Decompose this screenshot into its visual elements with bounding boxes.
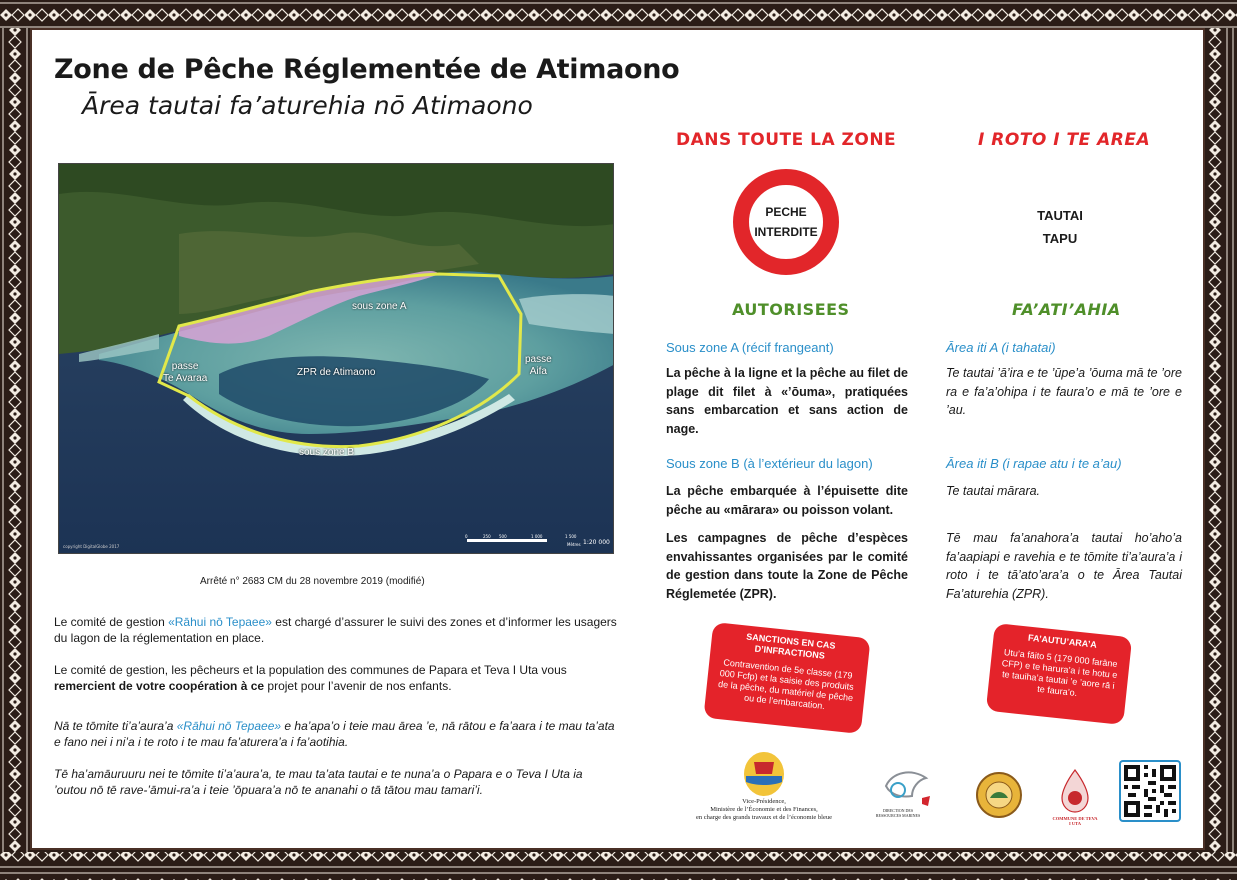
- p2-text-a: Le comité de gestion, les pêcheurs et la population des communes de Papara et Teva I Uta vous: [54, 663, 567, 677]
- sanctions-badge-ta: [986, 623, 1132, 725]
- heading-autorisees: AUTORISEES: [732, 300, 850, 319]
- drm-logo: [878, 766, 936, 812]
- qr-code-image: [1124, 765, 1176, 817]
- heading-roto-area: I ROTO I TE AREA: [978, 130, 1151, 150]
- scale-tick-250: 250: [483, 534, 491, 539]
- sign-line-2: INTERDITE: [754, 225, 818, 239]
- text-campagnes: Les campagnes de pêche d’espèces envahissantes organisées par le comité de gestion dans toute la Zone de Pêche Réglemetée (ZPR).: [666, 531, 908, 601]
- map-copyright: copyright DigitalGlobe 2017: [63, 544, 120, 549]
- ministry-caption: [684, 798, 844, 822]
- subhead-sous-zone-b: Sous zone B (à l’extérieur du lagon): [666, 456, 873, 471]
- scale-tick-0: 0: [465, 534, 468, 539]
- map-label-zpr: ZPR de Atimaono: [297, 367, 376, 378]
- papara-logo: [976, 772, 1022, 822]
- no-fishing-sign: [733, 169, 839, 275]
- scale-bar: [467, 539, 547, 542]
- sanctions-title-fr: SANCTIONS EN CAS D’INFRACTIONS: [745, 631, 836, 661]
- sign-text: [749, 185, 823, 259]
- teva-i-uta-logo: [1058, 768, 1092, 818]
- paragraph-haamauruuru: Tē ha’amāuruuru nei te tōmite ti’a’aura’a, te mau ta’ata tautai e te nuna’a o Papara e o Teva I Uta ia ’outou nō tē rave-’āmui-ra’a i teie ’ōpuara’a nō te ananahi o tā tātou mau tamari’i.: [54, 767, 583, 797]
- heading-toute-zone: DANS TOUTE LA ZONE: [676, 130, 897, 150]
- tautai-tapu: [1010, 204, 1110, 250]
- subhead-area-iti-a: Ārea iti A (i tahatai): [946, 340, 1056, 355]
- page-title: Zone de Pêche Réglementée de Atimaono: [54, 54, 680, 85]
- scale-tick-500: 500: [499, 534, 507, 539]
- p2-text-b: projet pour l’avenir de nos enfants.: [264, 679, 452, 693]
- p1-text-b: est chargé d’assurer le suivi des zones et d’informer les usagers du lagon de la réglementation en place.: [54, 615, 617, 645]
- tapu-line-1: TAUTAI: [1037, 208, 1083, 223]
- sign-line-1: PECHE: [765, 205, 807, 219]
- sanctions-badge-fr: [703, 622, 870, 734]
- text-area-iti-b: Te tautai mārara.: [946, 484, 1041, 498]
- page-subtitle: Ārea tautai fa’aturehia nō Atimaono: [82, 91, 533, 120]
- p1-text-a: Le comité de gestion: [54, 615, 169, 629]
- p3-text-a: Nā te tōmite ti’a’aura’a: [54, 719, 177, 733]
- scale-unit: Mètres: [567, 542, 581, 547]
- scale-tick-1500: 1 500: [565, 534, 577, 539]
- arrete-reference: Arrêté n° 2683 CM du 28 novembre 2019 (modifié): [200, 576, 425, 587]
- polynesie-emblem-logo: [742, 752, 786, 802]
- paragraph-comite: [54, 614, 618, 646]
- map-label-sous-zone-b: sous zone B: [299, 447, 355, 458]
- sanctions-title-ta: FA’AUTU’ARA’A: [1027, 632, 1098, 650]
- qr-code[interactable]: [1119, 760, 1181, 822]
- ministry-line-2: Ministère de l’Économie et des Finances,: [710, 806, 818, 813]
- ministry-line-1: Vice-Présidence,: [742, 798, 786, 805]
- map-label-passe-aifa: passe Aifa: [525, 354, 552, 377]
- p1-rahui-name: «Rāhui nō Tepaee»: [168, 615, 272, 629]
- text-fa-anahoraa: Tē mau fa’anahora’a tautai ho’aho’a fa’aapiapi e ravehia e te tōmite ti’a’aura’a i roto i te tā’ato’ara’a o te Ārea Tautai Fa’aturehia (ZPR).: [946, 531, 1182, 601]
- subhead-area-iti-b: Ārea iti B (i rapae atu i te a’au): [946, 456, 1122, 471]
- satellite-map: [58, 163, 614, 554]
- map-label-passe-avaraa: passe Te Avaraa: [163, 361, 208, 384]
- p3-rahui-name: «Rāhui nō Tepaee»: [176, 719, 282, 733]
- drm-caption: DIRECTION DES RESSOURCES MARINES: [875, 808, 921, 818]
- sanctions-body-ta: Utu’a fāito 5 (179 000 farāne CFP) e te harura’a i te hotu e te tauiha’a tautai ’e ’aore rā i te faura’o.: [1001, 647, 1118, 698]
- p3-text-b: e ha’apa’o i teie mau ārea ’e, nā rātou e fa’aara i te mau ta’ata e fano nei i ni’a i te roto i te mau fa’aturera’a i fa’aotihia.: [54, 719, 615, 749]
- heading-fatiahia: FA’ATI’AHIA: [1012, 300, 1121, 319]
- map-label-sous-zone-a: sous zone A: [352, 301, 407, 312]
- ministry-line-3: en charge des grands travaux et de l’économie bleue: [696, 814, 832, 821]
- sanctions-body-fr: Contravention de 5e classe (179 000 Fcfp) et la saisie des produits de la pêche, du matériel de pêche ou de l’embarcation.: [717, 657, 855, 712]
- subhead-sous-zone-a: Sous zone A (récif frangeant): [666, 340, 834, 355]
- scale-tick-1000: 1 000: [531, 534, 543, 539]
- text-area-iti-a: Te tautai ’ā’ira e te ’ūpe’a ’ōuma mā te ’ore ra e fa’a’ohipa i te faura’o e mā te ’ore e ’au.: [946, 366, 1182, 417]
- tapu-line-2: TAPU: [1042, 231, 1078, 246]
- text-sous-zone-a: La pêche à la ligne et la pêche au filet de plage dit filet à «’ōuma», pratiquées sans embarcation et sans action de nage.: [666, 366, 908, 436]
- teva-caption: COMMUNE DE TEVA I UTA: [1052, 816, 1098, 826]
- papara-caption: [970, 820, 1028, 828]
- text-sous-zone-b: La pêche embarquée à l’épuisette dite pêche au «mārara» ou poisson volant.: [666, 484, 908, 517]
- scale-ratio: 1:20 000: [583, 539, 610, 546]
- paragraph-remerciements: [54, 662, 618, 694]
- p2-text-bold: remercient de votre coopération à ce: [54, 679, 265, 693]
- paragraph-tomite: [54, 718, 618, 750]
